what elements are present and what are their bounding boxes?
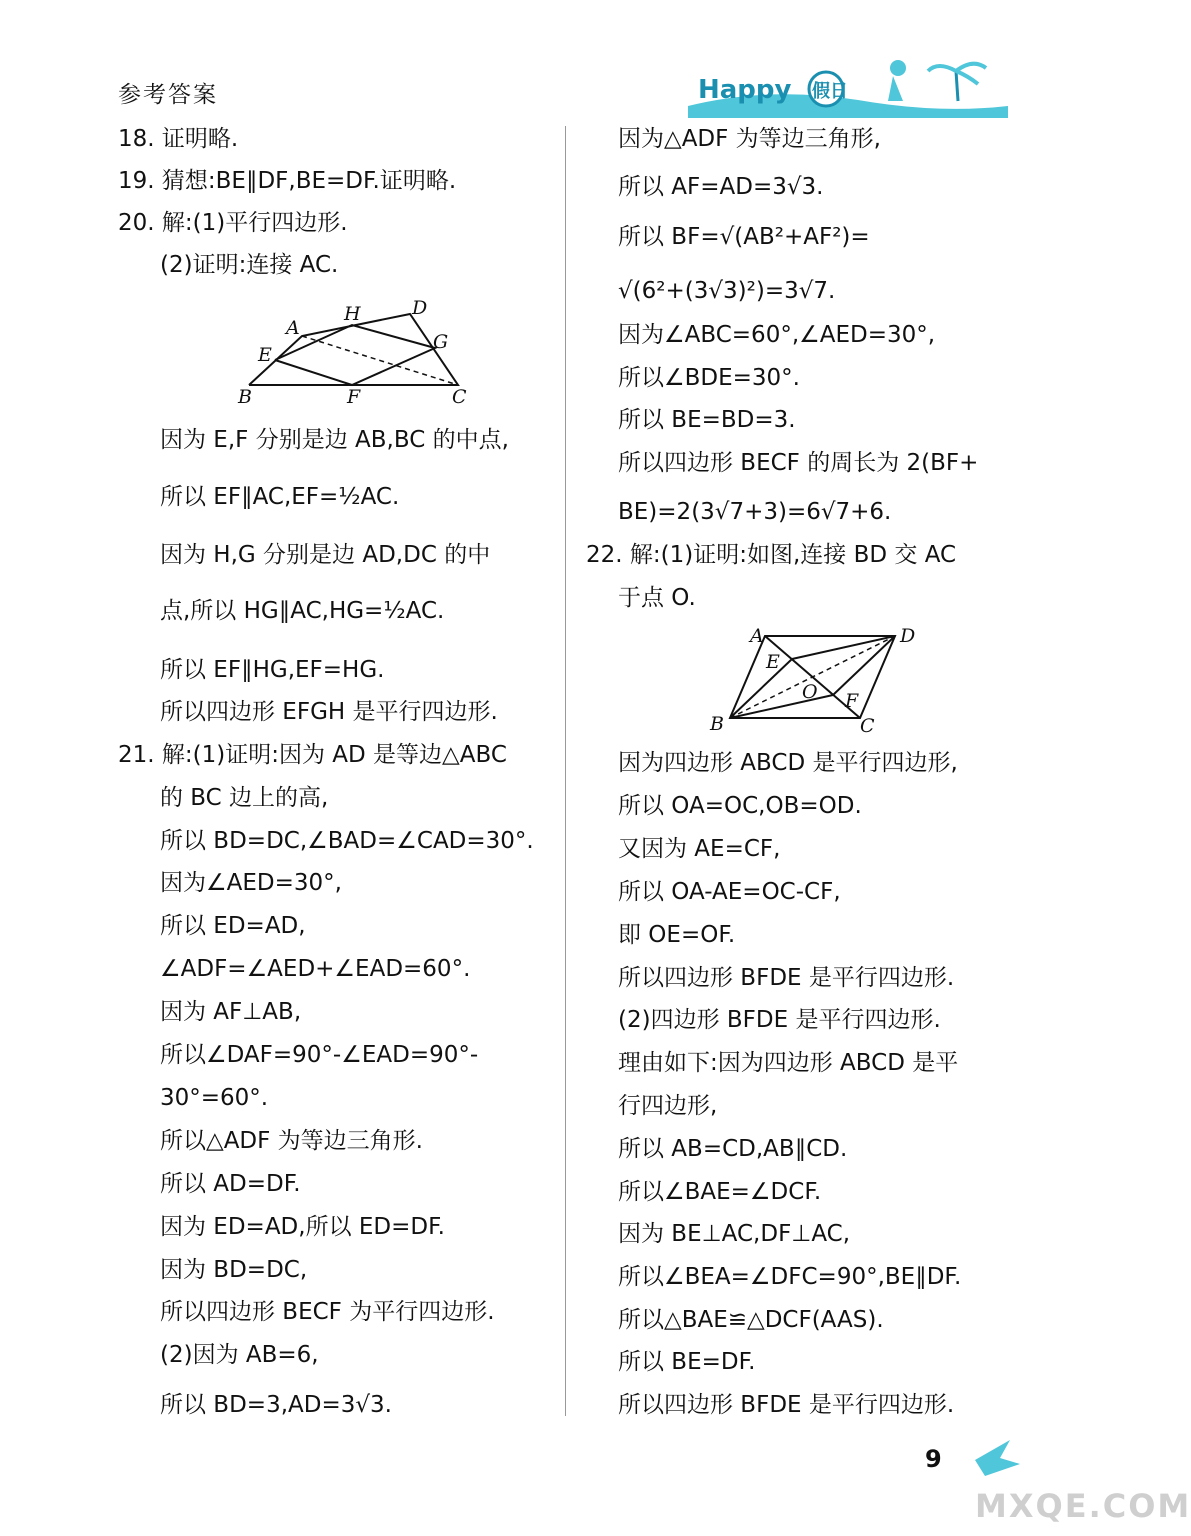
fig1-label-b: B	[238, 386, 252, 408]
right-text-line: (2)四边形 BFDE 是平行四边形.	[618, 1007, 941, 1033]
left-text-line: 30°=60°.	[160, 1085, 269, 1111]
right-text-line: 理由如下:因为四边形 ABCD 是平	[618, 1050, 959, 1076]
fig2-label-a: A	[750, 625, 764, 647]
left-text-line: 因为∠AED=30°,	[160, 870, 342, 896]
right-text-line: 所以∠BDE=30°.	[618, 365, 800, 391]
right-text-line: 所以四边形 BFDE 是平行四边形.	[618, 965, 955, 991]
fig1-label-c: C	[452, 386, 467, 408]
header-title: 参考答案	[118, 82, 218, 108]
right-text-line: 所以 BE=BD=3.	[618, 407, 796, 433]
left-text-line: 的 BC 边上的高,	[160, 785, 329, 811]
right-text-line: 所以 AF=AD=3√3.	[618, 174, 824, 200]
left-text-line: ∠ADF=∠AED+∠EAD=60°.	[160, 956, 471, 982]
left-text-line: 因为 AF⊥AB,	[160, 999, 302, 1025]
column-divider	[565, 126, 566, 1416]
left-text-line: 18. 证明略.	[118, 126, 239, 152]
fig2-label-o: O	[802, 681, 818, 703]
right-text-line: 即 OE=OF.	[618, 922, 736, 948]
right-text-line: 所以∠BEA=∠DFC=90°,BE∥DF.	[618, 1264, 962, 1290]
left-text-line: (2)因为 AB=6,	[160, 1342, 319, 1368]
left-text-line: 所以四边形 EFGH 是平行四边形.	[160, 699, 498, 725]
happy-holiday-logo	[688, 56, 1008, 118]
left-text-line: 所以 ED=AD,	[160, 913, 306, 939]
left-text-line: 因为 BD=DC,	[160, 1257, 308, 1283]
fig2-label-b: B	[710, 713, 724, 735]
fig1-label-e: E	[258, 344, 272, 366]
right-text-line: 所以四边形 BFDE 是平行四边形.	[618, 1392, 955, 1418]
right-text-line: 因为 BE⊥AC,DF⊥AC,	[618, 1221, 851, 1247]
right-text-line: 又因为 AE=CF,	[618, 836, 781, 862]
figure-parallelogram-abcd	[700, 622, 930, 740]
watermark: MXQE.COM	[975, 1487, 1191, 1525]
fig2-label-f: F	[845, 690, 859, 712]
left-text-line: 所以 BD=DC,∠BAD=∠CAD=30°.	[160, 828, 534, 854]
left-text-line: (2)证明:连接 AC.	[160, 252, 339, 278]
left-text-line: 所以 EF∥HG,EF=HG.	[160, 657, 385, 683]
right-text-line: 因为四边形 ABCD 是平行四边形,	[618, 750, 958, 776]
right-text-line: 因为△ADF 为等边三角形,	[618, 126, 881, 152]
left-text-line: 所以 AD=DF.	[160, 1171, 301, 1197]
left-text-line: 点,所以 HG∥AC,HG=½AC.	[160, 598, 445, 624]
left-text-line: 因为 H,G 分别是边 AD,DC 的中	[160, 542, 491, 568]
left-text-line: 20. 解:(1)平行四边形.	[118, 210, 348, 236]
left-text-line: 所以 BD=3,AD=3√3.	[160, 1392, 392, 1418]
figure-quadrilateral-efgh	[230, 296, 490, 408]
right-text-line: 所以 OA-AE=OC-CF,	[618, 879, 841, 905]
left-text-line: 19. 猜想:BE∥DF,BE=DF.证明略.	[118, 168, 457, 194]
left-text-line: 所以△ADF 为等边三角形.	[160, 1128, 423, 1154]
right-text-line: 所以 OA=OC,OB=OD.	[618, 793, 862, 819]
left-text-line: 因为 ED=AD,所以 ED=DF.	[160, 1214, 445, 1240]
left-text-line: 因为 E,F 分别是边 AB,BC 的中点,	[160, 427, 509, 453]
right-text-line: 所以∠BAE=∠DCF.	[618, 1179, 822, 1205]
fig1-label-g: G	[433, 331, 449, 353]
fig1-label-d: D	[412, 297, 428, 319]
fig2-label-c: C	[860, 715, 875, 737]
right-text-line: 所以 BE=DF.	[618, 1349, 756, 1375]
brand-badge: 假日	[812, 81, 848, 102]
fig2-label-e: E	[766, 651, 780, 673]
right-text-line: 因为∠ABC=60°,∠AED=30°,	[618, 322, 936, 348]
page-number: 9	[925, 1445, 942, 1473]
right-text-line: 所以 BF=√(AB²+AF²)=	[618, 224, 870, 250]
right-text-line: 所以△BAE≌△DCF(AAS).	[618, 1307, 884, 1333]
right-text-line: √(6²+(3√3)²)=3√7.	[618, 278, 836, 304]
left-text-line: 所以 EF∥AC,EF=½AC.	[160, 484, 400, 510]
right-text-line: BE)=2(3√7+3)=6√7+6.	[618, 499, 892, 525]
fig1-label-f: F	[347, 386, 361, 408]
brand-text: Happy	[698, 75, 792, 105]
left-text-line: 所以∠DAF=90°-∠EAD=90°-	[160, 1042, 479, 1068]
right-text-line: 所以四边形 BECF 的周长为 2(BF+	[618, 450, 979, 476]
left-text-line: 所以四边形 BECF 为平行四边形.	[160, 1299, 495, 1325]
right-text-line: 行四边形,	[618, 1093, 718, 1119]
fig2-label-d: D	[900, 625, 916, 647]
right-text-line: 于点 O.	[618, 585, 696, 611]
right-text-line: 所以 AB=CD,AB∥CD.	[618, 1136, 848, 1162]
fig1-label-a: A	[286, 317, 300, 339]
fig1-label-h: H	[344, 303, 361, 325]
left-text-line: 21. 解:(1)证明:因为 AD 是等边△ABC	[118, 742, 507, 768]
right-text-line: 22. 解:(1)证明:如图,连接 BD 交 AC	[586, 542, 957, 568]
